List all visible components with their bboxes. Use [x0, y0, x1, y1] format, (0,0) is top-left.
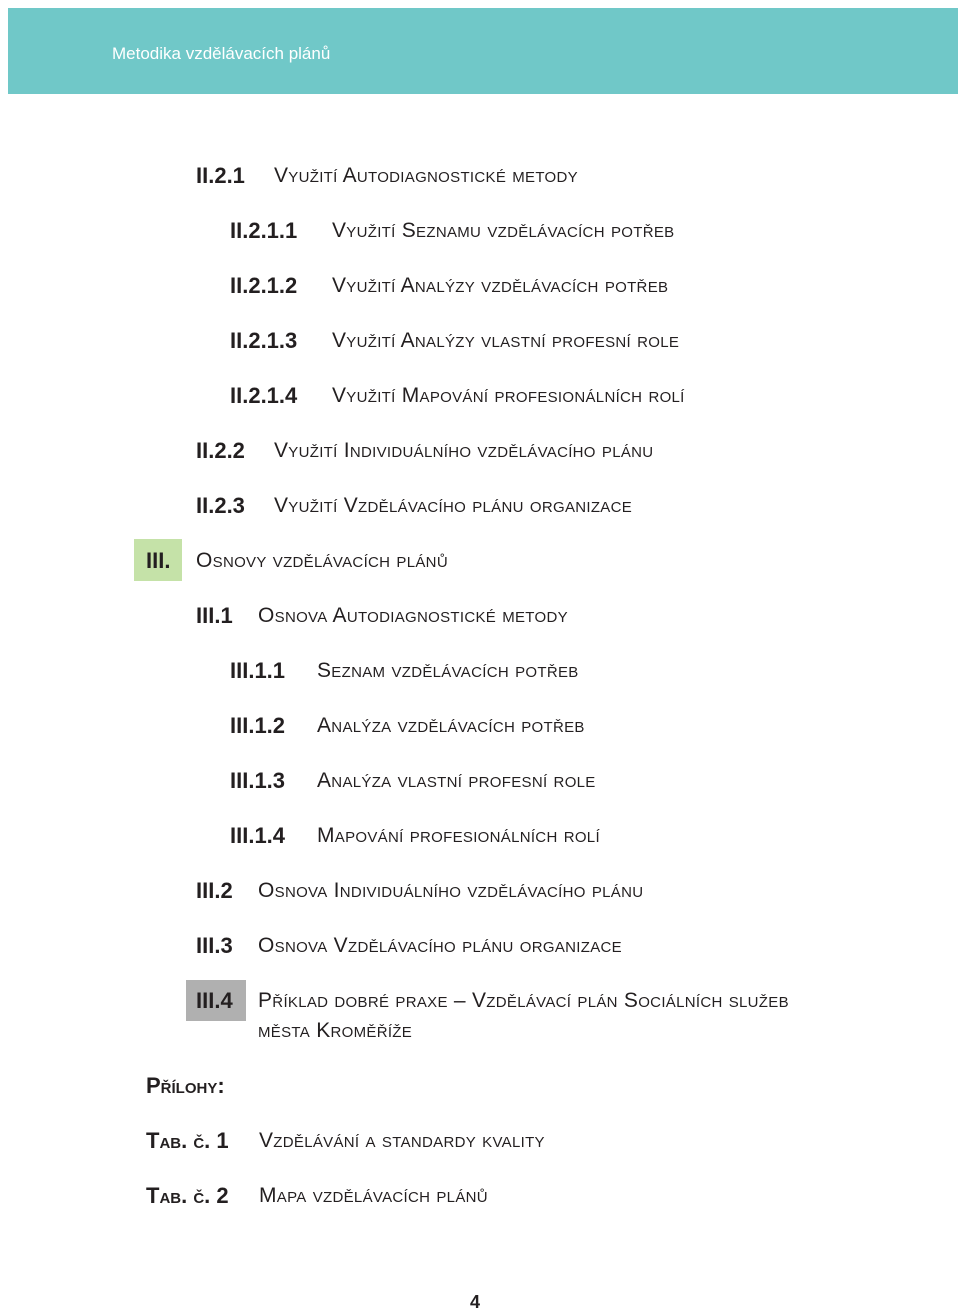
- toc-number: III.1: [196, 603, 233, 628]
- toc-number: III.1.3: [230, 768, 286, 793]
- toc-number: III.4: [196, 988, 233, 1013]
- toc-label-continuation: města Kroměříže: [258, 1019, 413, 1042]
- toc-label: Využití Mapování profesionálních rolí: [332, 384, 685, 407]
- header-title: Metodika vzdělávacích plánů: [112, 44, 331, 63]
- toc-number: III.1.2: [230, 713, 286, 738]
- toc-label: Seznam vzdělávacích potřeb: [317, 659, 579, 682]
- toc-label: Mapování profesionálních rolí: [317, 824, 600, 847]
- toc-number: II.2.1.3: [230, 328, 298, 353]
- toc-number: II.2.1.2: [230, 273, 298, 298]
- page-header-band: [8, 8, 958, 94]
- appendix-label: Vzdělávání a standardy kvality: [259, 1129, 545, 1152]
- toc-label: Analýza vlastní profesní role: [317, 769, 596, 792]
- toc-label: Využití Autodiagnostické metody: [274, 164, 578, 187]
- toc-number: II.2.3: [196, 493, 245, 518]
- appendix-number: Tab. č. 1: [146, 1128, 229, 1153]
- toc-label: Využití Analýzy vlastní profesní role: [332, 329, 680, 352]
- toc-label: Využití Vzdělávacího plánu organizace: [274, 494, 633, 517]
- toc-number: II.2.1.1: [230, 218, 298, 243]
- toc-label: Využití Seznamu vzdělávacích potřeb: [332, 219, 675, 242]
- appendix-label: Mapa vzdělávacích plánů: [259, 1184, 488, 1207]
- toc-number: III.1.1: [230, 658, 286, 683]
- toc-number: II.2.2: [196, 438, 245, 463]
- toc-label: Osnova Vzdělávacího plánu organizace: [258, 934, 622, 957]
- toc-label: Osnova Autodiagnostické metody: [258, 604, 568, 627]
- toc-label: Osnova Individuálního vzdělávacího plánu: [258, 879, 644, 902]
- toc-label: Příklad dobré praxe – Vzdělávací plán Sociálních služeb: [258, 989, 789, 1012]
- toc-number: II.2.1.4: [230, 383, 298, 408]
- toc-label: Osnovy vzdělávacích plánů: [196, 549, 448, 572]
- appendix-number: Tab. č. 2: [146, 1183, 229, 1208]
- toc-number: III.2: [196, 878, 233, 903]
- toc-label: Využití Individuálního vzdělávacího plánu: [274, 439, 654, 462]
- toc-label: Využití Analýzy vzdělávacích potřeb: [332, 274, 669, 297]
- appendix-heading: Přílohy:: [146, 1073, 225, 1098]
- page-number: 4: [470, 1292, 481, 1312]
- toc-number: III.3: [196, 933, 233, 958]
- toc-number: III.: [146, 548, 171, 573]
- toc-label: Analýza vzdělávacích potřeb: [317, 714, 585, 737]
- toc-number: II.2.1: [196, 163, 245, 188]
- toc-number: III.1.4: [230, 823, 286, 848]
